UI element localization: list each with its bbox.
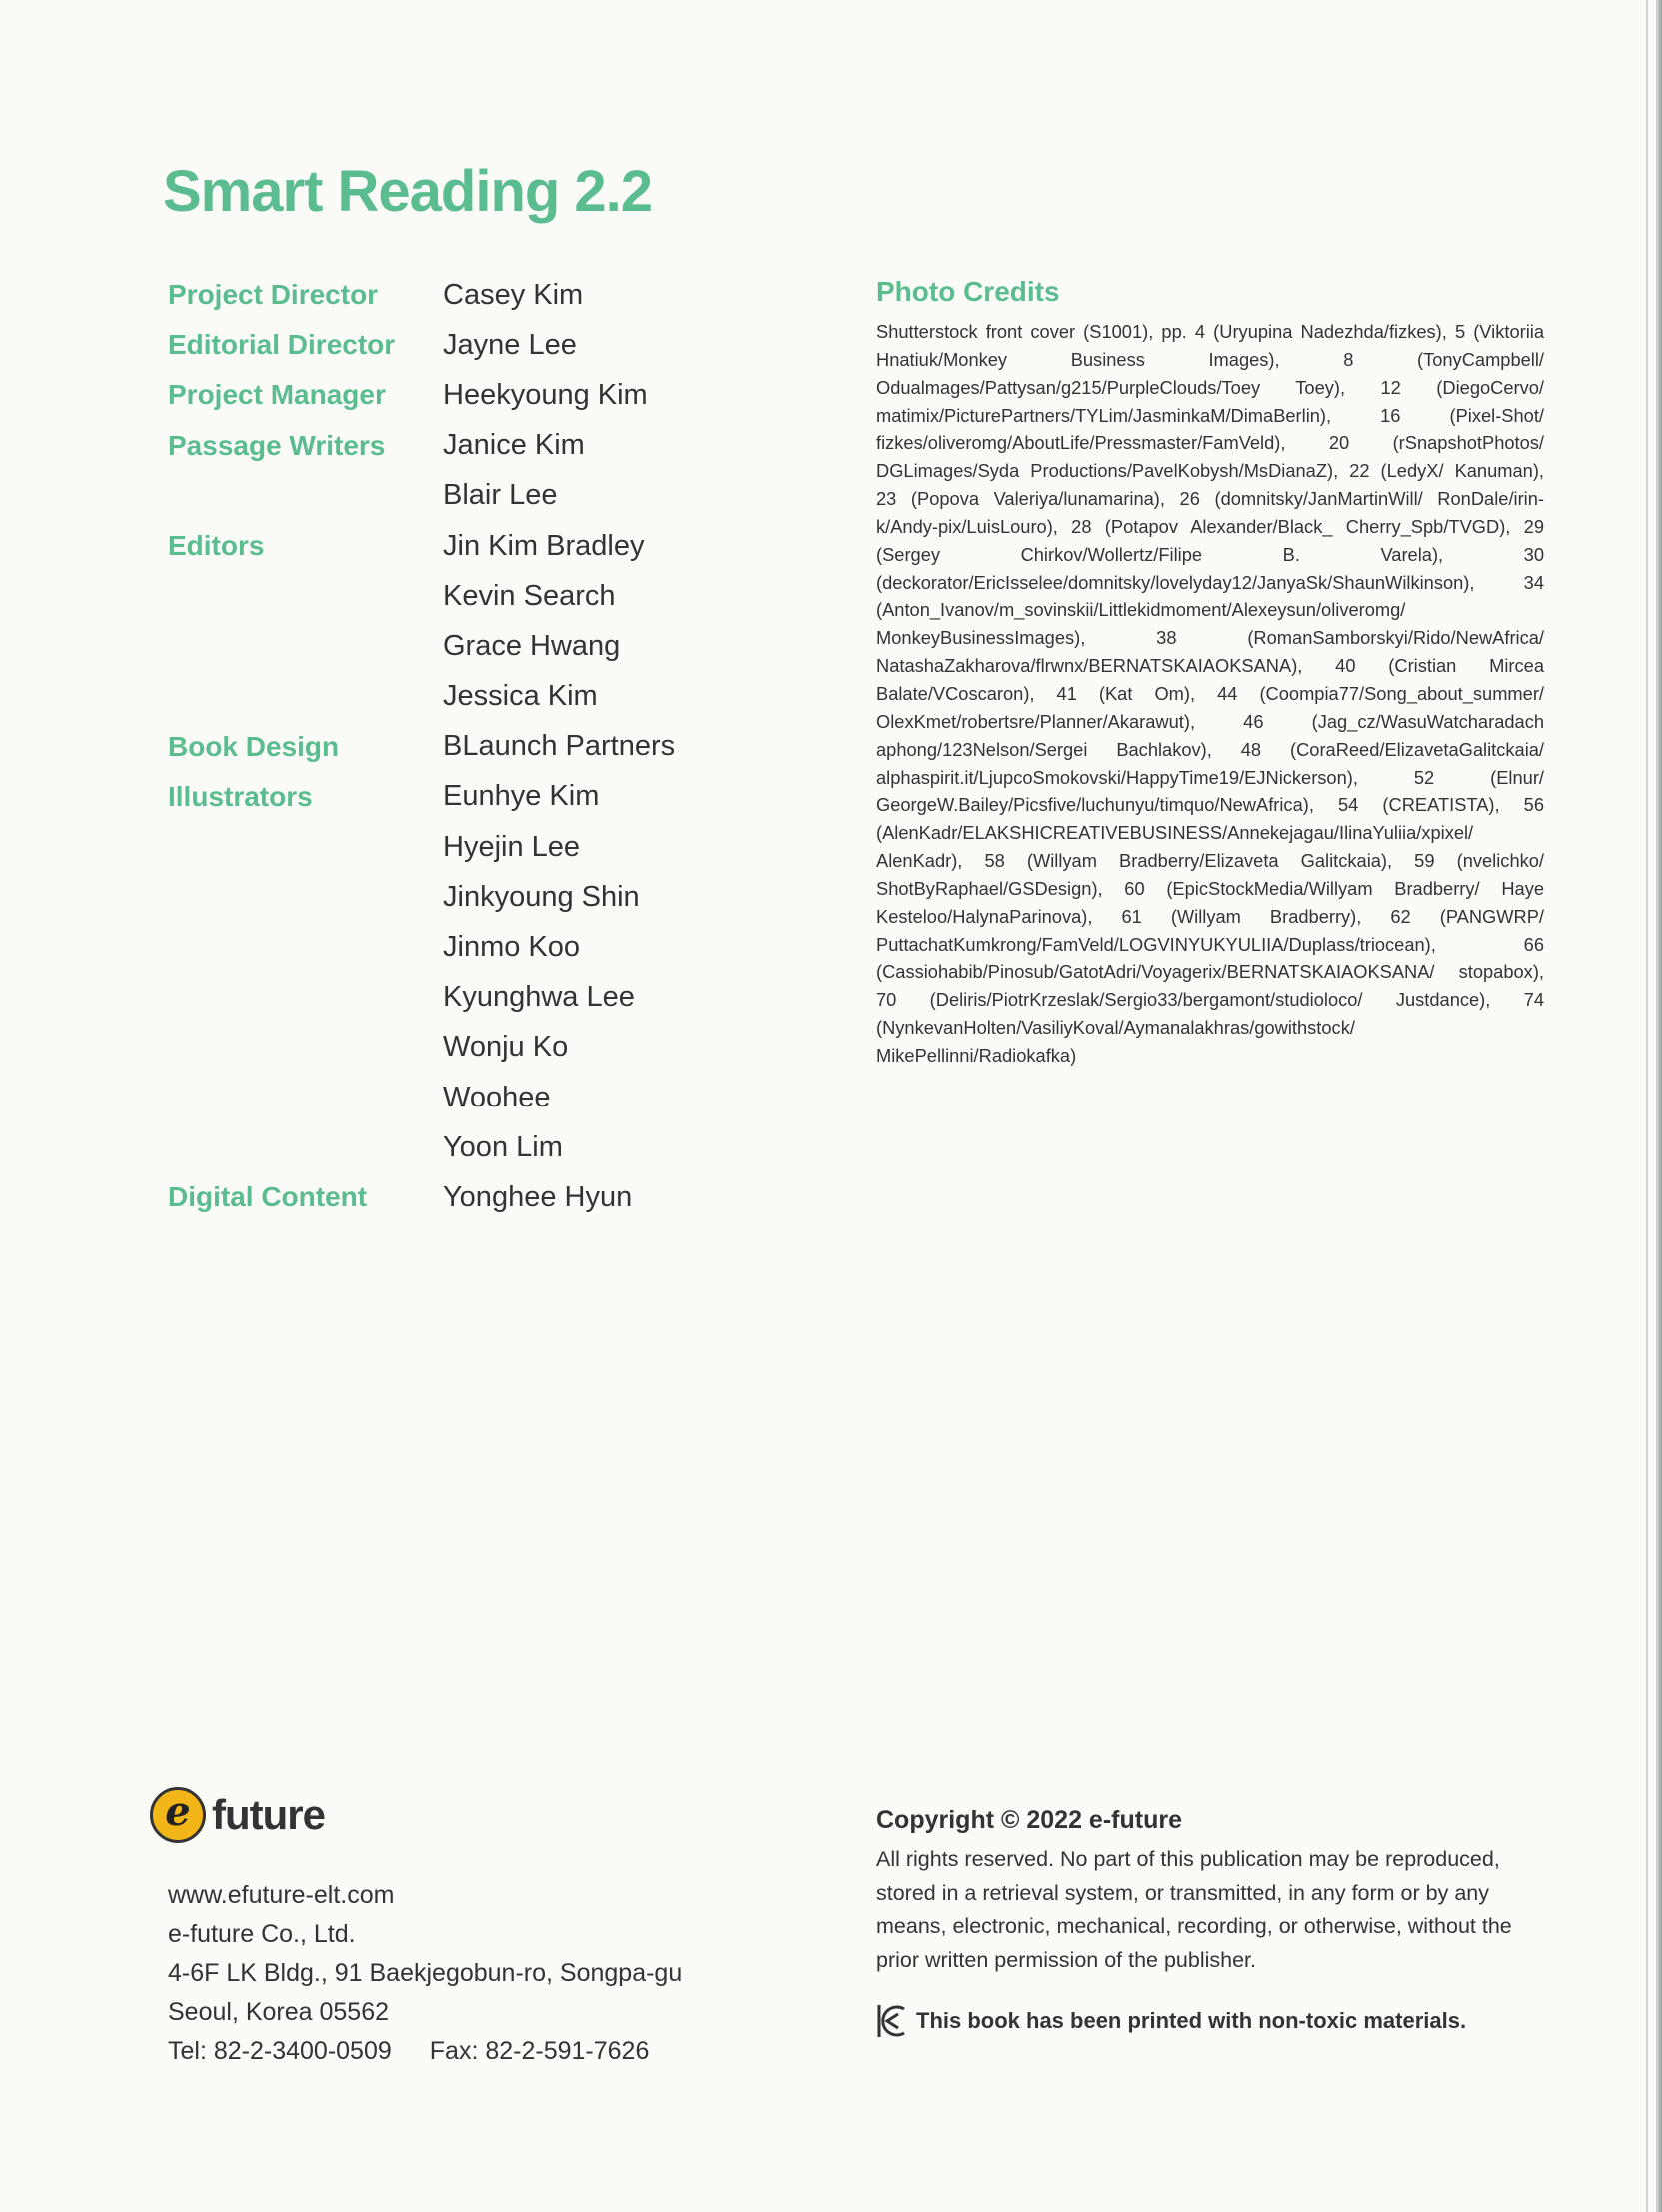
staff-name: Hyejin Lee bbox=[443, 830, 581, 863]
staff-name: Woohee bbox=[443, 1081, 551, 1113]
staff-name: Janice Kim bbox=[443, 429, 585, 462]
non-toxic-notice-text: This book has been printed with non-toxic materials. bbox=[916, 2008, 1467, 2033]
copyright-text: All rights reserved. No part of this publication may be reproduced, stored in a retrieval system, or transmitted, in any form or by any means, electronic, mechanical, recording, or otherwise, without the prior written permission of the publisher. bbox=[876, 1847, 1512, 1972]
staff-row bbox=[168, 772, 728, 822]
staff-row bbox=[168, 1122, 728, 1172]
staff-row bbox=[168, 370, 728, 420]
photo-credits bbox=[876, 276, 1544, 1070]
staff-role: Editorial Director bbox=[168, 329, 396, 361]
photo-credits-text: Shutterstock front cover (S1001), pp. 4 (Uryupina Nadezhda/fizkes), 5 (Viktoriia Hnatiuk/Monkey Business Images), 8 (TonyCampbell/ Odualmages/Pattysan/g215/PurpleClouds/Toey Toey), 12 (DiegoCervo/ matimix/PicturePartners/TYLim/JasminkaM/DimaBerlin), 16 (Pixel-Shot/ fizkes/oliveromg/AboutLife/Pressmaster/FamVeld), 20 (rSnapshotPhotos/ DGLimages/Syda Productions/PavelKobysh/MsDianaZ), 22 (LedyX/ Kanuman), 23 (Popova Valeriya/lunamarina), 26 (domnitsky/JanMartinWill/ RonDale/irin-k/Andy-pix/LuisLouro), 28 (Potapov Alexander/Black_ Cherry_Spb/TVGD), 29 (Sergey Chirkov/Wollertz/Filipe B. Varela), 30 (deckorator/EricIsselee/domnitsky/lovelyday12/JanyaSk/ShaunWilkinson), 34 (Anton_Ivanov/m_sovinskii/Littlekidmoment/Alexeysun/oliveromg/ MonkeyBusinessImages), 38 (RomanSamborskyi/Rido/NewAfrica/ NatashaZakharova/flrwnx/BERNATSKAIAOKSANA), 40 (Cristian Mircea Balate/VCoscaron), 41 (Kat Om), 44 (Coompia77/Song_about_summer/ OlexKmet/robertsre/Planner/Akarawut), 46 (Jag_cz/WasuWatcharadach aphong/123Nelson/Sergei Bachlakov), 48 (CoraReed/ElizavetaGalitckaia/ alphaspirit.it/LjupcoSmokovski/HappyTime19/EJNickerson), 52 (Elnur/ GeorgeW.Bailey/Picsfive/luchunyu/timquo/NewAfrica), 54 (CREATISTA), 56 (AlenKadr/ELAKSHICREATIVEBUSINESS/Annekejagau/IlinaYuliia/xpixel/ AlenKadr), 58 (Willyam Bradberry/Elizaveta Galitckaia), 59 (nvelichko/ ShotByRaphael/GSDesign), 60 (EpicStockMedia/Willyam Bradberry/ Haye Kesteloo/HalynaParinova), 61 (Willyam Bradberry), 62 (PANGWRP/ PuttachatKumkrong/FamVeld/LOGVINYUKYULIIA/Duplass/triocean), 66 (Cassiohabib/Pinosub/GatotAdri/Voyagerix/BERNATSKAIAOKSANA/ stopabox), 70 (Deliris/PiotrKrzeslak/Sergio33/bergamont/studioloco/ Justdance), 74 (NynkevanHolten/VasiliyKoval/Aymanalakhras/gowithstock/ MikePellinni/Radiokafka) bbox=[876, 321, 1544, 1066]
copyright-block bbox=[876, 1806, 1544, 2039]
logo-word: future bbox=[212, 1791, 325, 1838]
staff-name: Blair Lee bbox=[443, 479, 558, 512]
staff-name: Kevin Search bbox=[443, 579, 616, 612]
logo-letter: e bbox=[165, 1788, 191, 1835]
staff-row bbox=[168, 421, 728, 471]
staff-row bbox=[168, 973, 728, 1023]
staff-row bbox=[168, 872, 728, 922]
staff-row bbox=[168, 521, 728, 571]
publisher-contact bbox=[168, 2032, 770, 2071]
staff-name: Casey Kim bbox=[443, 278, 584, 311]
publisher-address-line-1: 4-6F LK Bldg., 91 Baekjegobun-ro, Songpa-gu bbox=[168, 1959, 683, 1987]
staff-name: Yoon Lim bbox=[443, 1130, 563, 1163]
publisher-fax: Fax: 82-2-591-7626 bbox=[429, 2037, 650, 2065]
staff-row bbox=[168, 621, 728, 671]
efuture-logo-icon bbox=[150, 1787, 206, 1843]
staff-role: Passage Writers bbox=[168, 429, 386, 461]
publisher-website: www.efuture-elt.com bbox=[168, 1881, 395, 1909]
staff-row bbox=[168, 270, 728, 320]
staff-role: Project Director bbox=[168, 279, 379, 311]
staff-name: Yonghee Hyun bbox=[443, 1180, 633, 1213]
photo-credits-heading: Photo Credits bbox=[876, 276, 1060, 307]
staff-name: Jinmo Koo bbox=[443, 931, 581, 964]
book-title: Smart Reading 2.2 bbox=[163, 159, 653, 224]
staff-name: Jin Kim Bradley bbox=[443, 529, 645, 562]
staff-row bbox=[168, 722, 728, 772]
staff-role: Project Manager bbox=[168, 379, 386, 411]
staff-name: Jinkyoung Shin bbox=[443, 880, 640, 913]
publisher-address-line-2: Seoul, Korea 05562 bbox=[168, 1998, 390, 2026]
staff-name: Wonju Ko bbox=[443, 1031, 569, 1064]
staff-role: Illustrators bbox=[168, 780, 313, 812]
staff-role: Digital Content bbox=[168, 1181, 368, 1213]
staff-name: BLaunch Partners bbox=[443, 730, 676, 763]
kc-mark-icon bbox=[876, 2003, 908, 2039]
staff-row bbox=[168, 571, 728, 621]
staff-row bbox=[168, 1172, 728, 1222]
publisher-info bbox=[150, 1782, 770, 2071]
staff-row bbox=[168, 1023, 728, 1073]
staff-name: Grace Hwang bbox=[443, 629, 621, 662]
staff-row bbox=[168, 471, 728, 521]
staff-name: Kyunghwa Lee bbox=[443, 981, 635, 1014]
staff-name: Jayne Lee bbox=[443, 328, 577, 361]
staff-row bbox=[168, 1073, 728, 1122]
publisher-logo bbox=[150, 1782, 770, 1848]
staff-role: Book Design bbox=[168, 730, 340, 762]
copyright-heading: Copyright © 2022 e-future bbox=[876, 1806, 1182, 1834]
staff-row bbox=[168, 672, 728, 722]
staff-row bbox=[168, 822, 728, 872]
page-edge-line bbox=[1646, 0, 1648, 2212]
staff-credits bbox=[168, 270, 728, 1223]
staff-name: Jessica Kim bbox=[443, 680, 598, 713]
staff-role: Editors bbox=[168, 530, 265, 562]
publisher-tel: Tel: 82-2-3400-0509 bbox=[168, 2037, 392, 2065]
staff-row bbox=[168, 320, 728, 370]
page-edge bbox=[1656, 0, 1662, 2212]
staff-name: Eunhye Kim bbox=[443, 780, 600, 813]
publisher-company: e-future Co., Ltd. bbox=[168, 1920, 356, 1948]
staff-row bbox=[168, 922, 728, 972]
staff-name: Heekyoung Kim bbox=[443, 378, 648, 411]
non-toxic-notice bbox=[876, 2003, 1544, 2039]
